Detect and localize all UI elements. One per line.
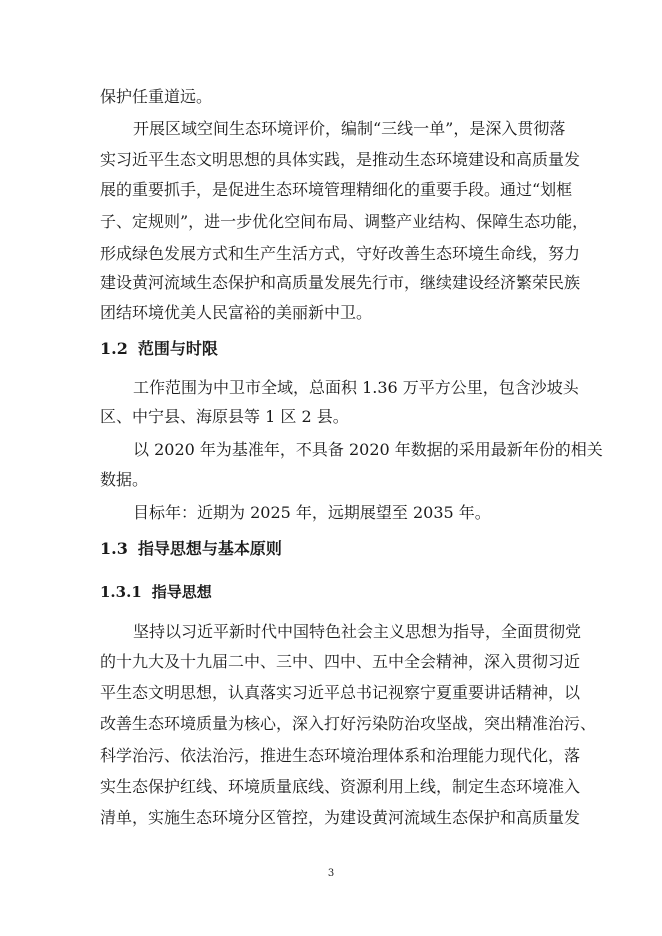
paragraph-line: 以 2020 年为基准年，不具备 2020 年数据的采用最新年份的相关 — [133, 440, 603, 459]
paragraph-line: 平生态文明思想，认真落实习近平总书记视察宁夏重要讲话精神，以 — [100, 683, 581, 702]
section-heading-1-2 — [100, 338, 218, 360]
paragraph-line: 清单，实施生态环境分区管控，为建设黄河流域生态保护和高质量发 — [100, 808, 581, 827]
heading-title: 指导思想与基本原则 — [137, 539, 282, 558]
paragraph-line: 工作范围为中卫市全域，总面积 1.36 万平方公里，包含沙坡头 — [133, 378, 579, 397]
paragraph-line: 改善生态环境质量为核心，深入打好污染防治攻坚战，突出精准治污、 — [100, 714, 597, 733]
page-number: 3 — [327, 868, 335, 879]
heading-title: 范围与时限 — [137, 339, 218, 358]
paragraph-line: 建设黄河流域生态保护和高质量发展先行市，继续建设经济繁荣民族 — [100, 273, 581, 292]
paragraph-line: 科学治污、依法治污，推进生态环境治理体系和治理能力现代化，落 — [100, 746, 581, 765]
heading-number: 1.3.1 — [100, 583, 142, 601]
section-heading-1-3-1 — [100, 581, 212, 603]
paragraph-line: 开展区域空间生态环境评价，编制“三线一单”，是深入贯彻落 — [133, 119, 566, 138]
section-heading-1-3 — [100, 538, 282, 560]
paragraph-line: 团结环境优美人民富裕的美丽新中卫。 — [100, 303, 373, 322]
paragraph-line: 展的重要抓手，是促进生态环境管理精细化的重要手段。通过“划框 — [100, 180, 573, 199]
paragraph-line: 目标年：近期为 2025 年，远期展望至 2035 年。 — [133, 503, 491, 522]
paragraph-line: 子、定规则”，进一步优化空间布局、调整产业结构、保障生态功能， — [100, 212, 589, 231]
paragraph-line: 保护任重道远。 — [100, 87, 213, 106]
paragraph-line: 坚持以习近平新时代中国特色社会主义思想为指导，全面贯彻党 — [133, 622, 582, 641]
heading-number: 1.3 — [100, 539, 128, 558]
paragraph-line: 实生态保护红线、环境质量底线、资源利用上线，制定生态环境准入 — [100, 777, 581, 796]
paragraph-line: 形成绿色发展方式和生产生活方式，守好改善生态环境生命线，努力 — [100, 244, 581, 263]
paragraph-line: 实习近平生态文明思想的具体实践，是推动生态环境建设和高质量发 — [100, 150, 581, 169]
heading-title: 指导思想 — [151, 583, 212, 601]
paragraph-line: 区、中宁县、海原县等 1 区 2 县。 — [100, 407, 349, 426]
paragraph-line: 数据。 — [100, 470, 149, 489]
paragraph-line: 的十九大及十九届二中、三中、四中、五中全会精神，深入贯彻习近 — [100, 652, 581, 671]
heading-number: 1.2 — [100, 339, 128, 358]
